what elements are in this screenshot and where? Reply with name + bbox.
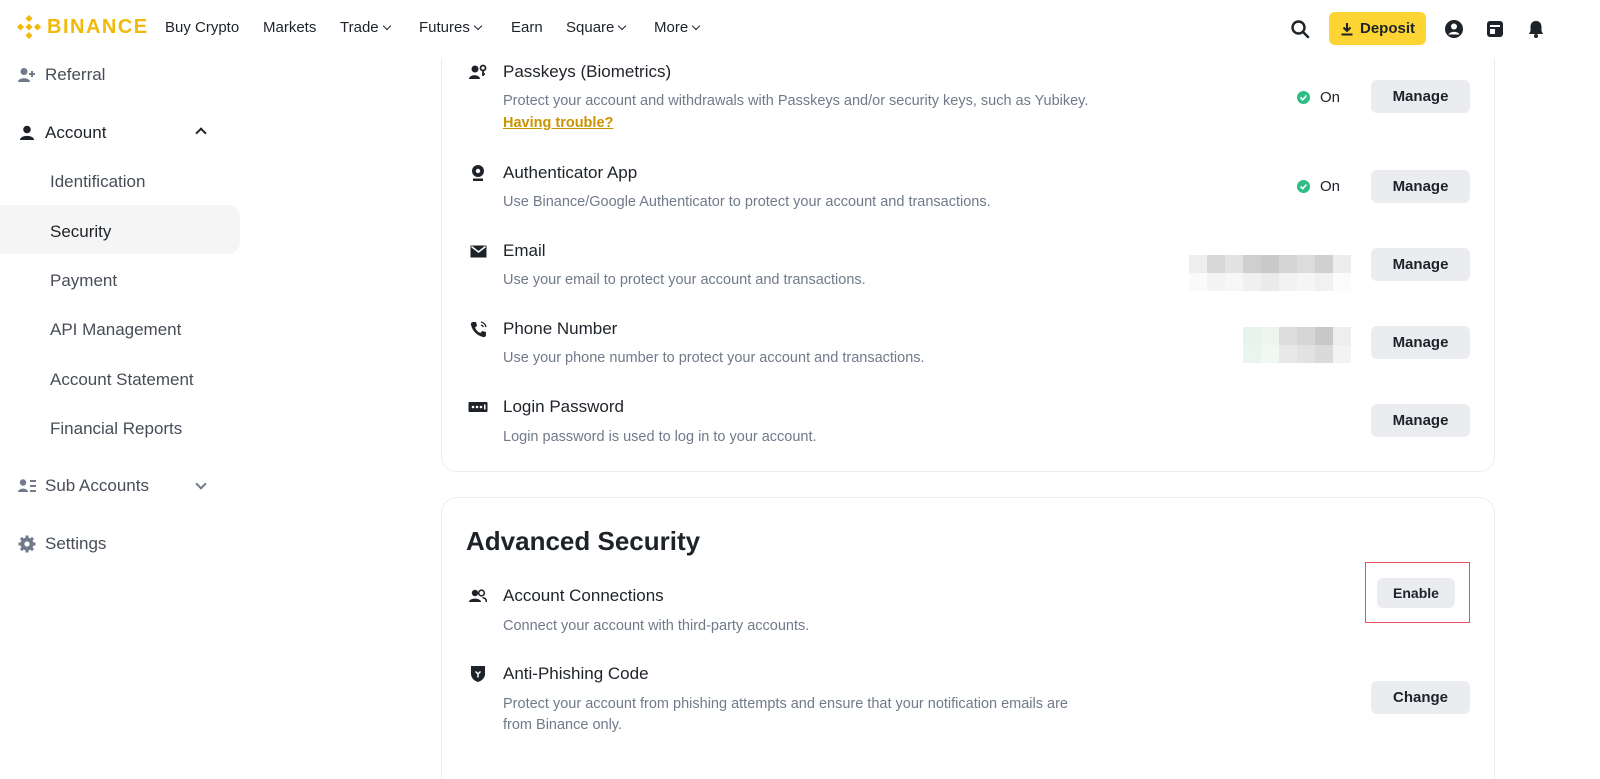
email-value-redacted — [1189, 255, 1351, 291]
having-trouble-link[interactable]: Having trouble? — [503, 115, 614, 131]
nav-more[interactable]: More — [654, 19, 699, 36]
nav-markets[interactable]: Markets — [263, 19, 317, 36]
password-manage-button[interactable]: Manage — [1371, 404, 1470, 437]
account-connections-enable-button[interactable]: Enable — [1377, 578, 1455, 608]
advanced-security-title: Advanced Security — [466, 526, 701, 556]
chevron-down-icon — [692, 21, 700, 29]
sidebar-item-payment[interactable]: Payment — [50, 271, 118, 290]
passkey-icon — [468, 62, 488, 82]
sidebar-item-financial-reports[interactable]: Financial Reports — [50, 419, 183, 438]
authenticator-title: Authenticator App — [503, 163, 638, 182]
shield-icon — [468, 664, 488, 684]
sidebar-item-security[interactable]: Security — [50, 222, 112, 241]
sidebar-item-account-statement[interactable]: Account Statement — [50, 370, 194, 389]
top-navigation — [0, 0, 1600, 58]
orders-icon[interactable] — [1483, 17, 1507, 41]
chevron-down-icon — [618, 21, 626, 29]
email-title: Email — [503, 241, 546, 260]
anti-phishing-title: Anti-Phishing Code — [503, 664, 649, 683]
check-circle-icon — [1297, 180, 1310, 193]
passkeys-status: On — [1297, 89, 1340, 106]
account-connections-description: Connect your account with third-party accounts. — [503, 618, 810, 634]
sidebar-item-account[interactable]: Account — [18, 123, 106, 143]
profile-icon[interactable] — [1442, 17, 1466, 41]
phone-title: Phone Number — [503, 319, 618, 338]
nav-futures[interactable]: Futures — [419, 19, 481, 36]
anti-phishing-description-line2: from Binance only. — [503, 717, 623, 733]
sidebar — [0, 58, 240, 779]
user-icon — [18, 125, 36, 141]
binance-logo[interactable] — [17, 15, 149, 39]
nav-buy-crypto[interactable]: Buy Crypto — [165, 19, 240, 36]
account-connections-title: Account Connections — [503, 586, 664, 605]
binance-logo-icon — [17, 15, 41, 39]
nav-earn[interactable]: Earn — [511, 19, 543, 36]
authenticator-icon — [468, 163, 488, 183]
nav-square[interactable]: Square — [566, 19, 625, 36]
sidebar-item-sub-accounts[interactable]: Sub Accounts — [18, 476, 149, 496]
password-icon — [468, 397, 488, 417]
brand-name: BINANCE — [47, 15, 149, 38]
sidebar-item-referral[interactable]: Referral — [18, 65, 105, 85]
sidebar-item-settings[interactable]: Settings — [18, 534, 106, 554]
download-icon — [1340, 22, 1354, 36]
search-icon[interactable] — [1288, 17, 1312, 41]
authenticator-description: Use Binance/Google Authenticator to protect your account and transactions. — [503, 194, 991, 210]
sidebar-item-api-management[interactable]: API Management — [50, 320, 182, 339]
sub-accounts-icon — [18, 478, 36, 494]
gear-icon — [18, 535, 36, 553]
chevron-down-icon[interactable] — [195, 478, 206, 489]
phone-description: Use your phone number to protect your account and transactions. — [503, 350, 925, 366]
passkeys-title: Passkeys (Biometrics) — [503, 62, 672, 81]
password-description: Login password is used to log in to your account. — [503, 429, 817, 445]
account-connections-icon — [468, 586, 488, 606]
email-icon — [468, 241, 488, 261]
email-manage-button[interactable]: Manage — [1371, 248, 1470, 281]
password-title: Login Password — [503, 397, 624, 416]
chevron-up-icon[interactable] — [195, 127, 206, 138]
deposit-button[interactable]: Deposit — [1329, 12, 1426, 45]
chevron-down-icon — [382, 21, 390, 29]
phone-value-redacted — [1243, 327, 1351, 363]
authenticator-status: On — [1297, 178, 1340, 195]
anti-phishing-description-line1: Protect your account from phishing attempts and ensure that your notification emails are — [503, 696, 1068, 712]
passkeys-description: Protect your account and withdrawals with Passkeys and/or security keys, such as Yubikey. — [503, 93, 1089, 109]
passkeys-manage-button[interactable]: Manage — [1371, 80, 1470, 113]
phone-icon — [468, 319, 488, 339]
email-description: Use your email to protect your account and transactions. — [503, 272, 866, 288]
add-user-icon — [18, 67, 36, 83]
chevron-down-icon — [474, 21, 482, 29]
check-circle-icon — [1297, 91, 1310, 104]
authenticator-manage-button[interactable]: Manage — [1371, 170, 1470, 203]
nav-trade[interactable]: Trade — [340, 19, 390, 36]
sidebar-active-highlight — [0, 205, 240, 254]
anti-phishing-change-button[interactable]: Change — [1371, 681, 1470, 714]
phone-manage-button[interactable]: Manage — [1371, 326, 1470, 359]
sidebar-item-identification[interactable]: Identification — [50, 172, 146, 191]
notification-icon[interactable] — [1524, 17, 1548, 41]
